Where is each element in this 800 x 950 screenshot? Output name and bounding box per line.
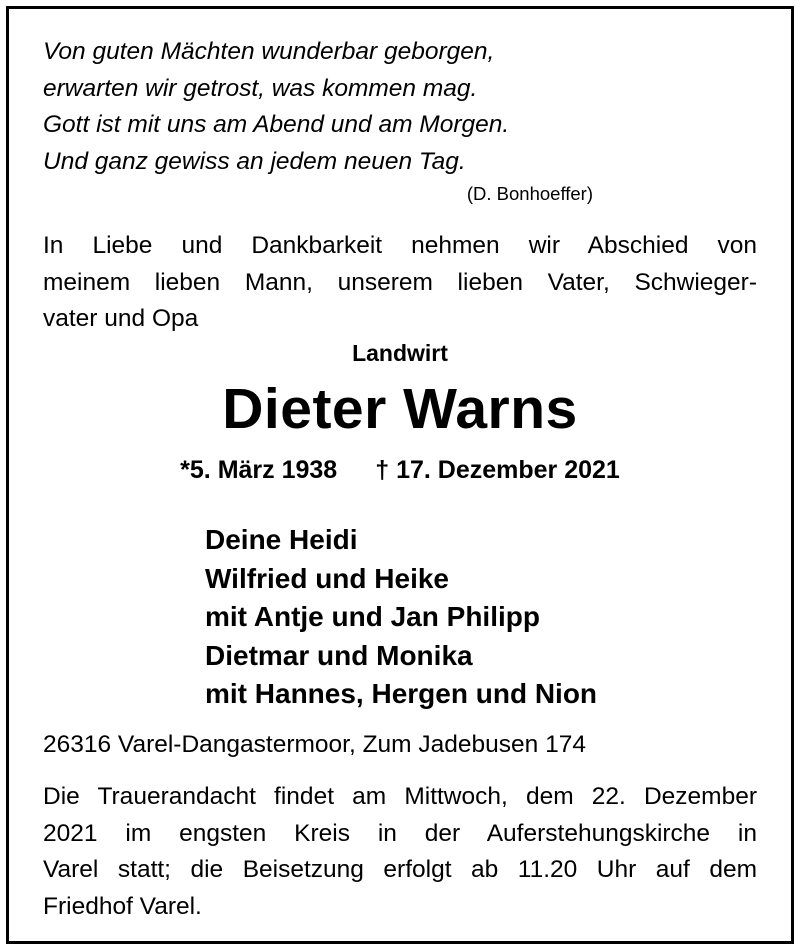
notice-line: Friedhof Varel. xyxy=(43,892,202,920)
poem-line: erwarten wir getrost, was kommen mag. xyxy=(43,74,478,102)
intro-text xyxy=(43,228,757,338)
mourner-line: Wilfried und Heike xyxy=(205,562,450,594)
intro-line: vater und Opa xyxy=(43,305,199,332)
life-dates xyxy=(0,456,800,485)
deceased-name: Dieter Warns xyxy=(222,377,578,441)
notice-line: Varel statt; die Beisetzung erfolgt ab 11.20 Uhr auf dem xyxy=(43,856,757,883)
intro-line: meinem lieben Mann, unserem lieben Vater, Schwieger- xyxy=(43,268,757,296)
intro-line: In Liebe und Dankbarkeit nehmen wir Abschied von xyxy=(43,232,757,259)
birth-date: *5. März 1938 xyxy=(180,456,338,484)
poem-line: Und ganz gewiss an jedem neuen Tag. xyxy=(43,147,466,175)
mourners-list xyxy=(205,521,597,714)
mourner-line: Deine Heidi xyxy=(205,524,358,555)
poem-line: Gott ist mit uns am Abend und am Morgen. xyxy=(43,111,510,138)
occupation: Landwirt xyxy=(352,340,448,366)
service-notice xyxy=(43,779,757,925)
notice-line: Die Trauerandacht findet am Mittwoch, dem 22. Dezember xyxy=(43,783,757,810)
address: 26316 Varel-Dangastermoor, Zum Jadebusen 174 xyxy=(43,731,586,758)
notice-line: 2021 im engsten Kreis in der Auferstehungskirche in xyxy=(43,819,757,847)
mourner-line: mit Antje und Jan Philipp xyxy=(205,601,540,632)
death-date: † 17. Dezember 2021 xyxy=(375,456,620,484)
mourner-line: mit Hannes, Hergen und Nion xyxy=(205,678,598,709)
poem-line: Von guten Mächten wunderbar geborgen, xyxy=(43,38,495,65)
poem-author: (D. Bonhoeffer) xyxy=(466,183,593,204)
mourner-line: Dietmar und Monika xyxy=(205,639,473,671)
poem xyxy=(43,34,509,180)
